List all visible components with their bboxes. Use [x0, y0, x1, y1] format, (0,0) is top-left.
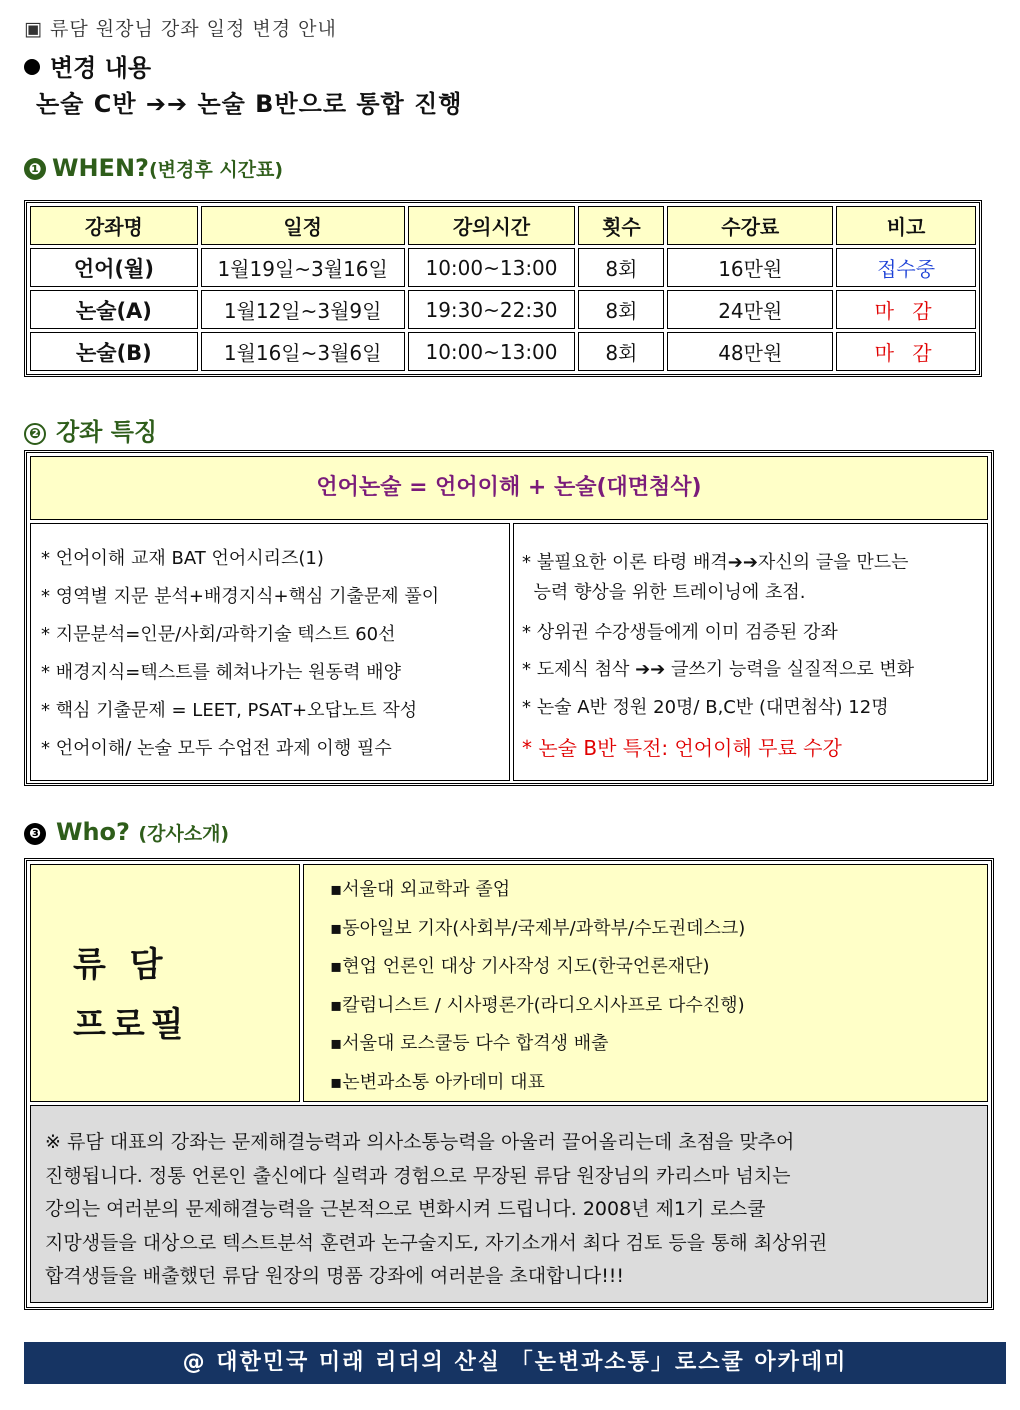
course-fee: 24만원: [667, 290, 833, 329]
course-count: 8회: [578, 290, 664, 329]
features-title: 강좌 특징: [56, 418, 158, 446]
instructor-note: [30, 1105, 988, 1303]
features-section-title: [24, 412, 157, 447]
change-heading: [24, 48, 151, 83]
note-line: 진행됩니다. 정통 언론인 출신에다 실력과 경험으로 무장된 류담 원장님의 카리스마 넘치는: [45, 1164, 791, 1187]
change-description: 논술 C반 ➔➔ 논술 B반으로 통합 진행: [36, 90, 463, 118]
header-fee: 수강료: [667, 206, 833, 245]
features-left-list: [30, 523, 510, 781]
list-item: * 핵심 기출문제 = LEET, PSAT+오답노트 작성: [41, 700, 418, 721]
list-item: 능력 향상을 위한 트레이닝에 초점.: [522, 582, 806, 603]
number-two-icon: ❷: [24, 423, 46, 445]
course-fee: 48만원: [667, 332, 833, 371]
list-item: * 논술 A반 정원 20명/ B,C반 (대면첨삭) 12명: [522, 697, 889, 718]
when-subtitle: (변경후 시간표): [148, 159, 284, 181]
list-item: * 언어이해 교재 BAT 언어시리즈(1): [41, 548, 324, 569]
course-name: 언어(월): [30, 248, 198, 287]
instructor-box: [24, 858, 994, 1310]
list-item: ▪동아일보 기자(사회부/국제부/과학부/수도권데스크): [330, 917, 746, 939]
list-item: ▪서울대 로스쿨등 다수 합격생 배출: [330, 1033, 609, 1054]
note-line: 합격생들을 배출했던 류담 원장의 명품 강좌에 여러분을 초대합니다!!!: [45, 1265, 625, 1287]
course-count: 8회: [578, 332, 664, 371]
instructor-profile-label: 프로필: [73, 1005, 190, 1045]
note-line: 지망생들을 대상으로 텍스트분석 훈련과 논구술지도, 자기소개서 최다 검토 등을 통해 최상위권: [45, 1231, 828, 1254]
list-item: * 도제식 첨삭 ➔➔ 글쓰기 능력을 실질적으로 변화: [522, 659, 915, 680]
table-row: [30, 332, 976, 371]
features-box: [24, 450, 994, 786]
course-fee: 16만원: [667, 248, 833, 287]
list-item: * 배경지식=텍스트를 헤쳐나가는 원동력 배양: [41, 662, 401, 683]
header-period: 일정: [201, 206, 405, 245]
features-formula: 언어논술 = 언어이해 + 논술(대면첨삭): [30, 456, 988, 520]
list-item: ▪칼럼니스트 / 시사평론가(라디오시사프로 다수진행): [330, 994, 745, 1016]
list-item: ▪현업 언론인 대상 기사작성 지도(한국언론재단): [330, 956, 710, 977]
course-name: 논술(B): [30, 332, 198, 371]
course-name: 논술(A): [30, 290, 198, 329]
header-course: 강좌명: [30, 206, 198, 245]
who-section-title: [24, 818, 229, 846]
who-subtitle: (강사소개): [138, 823, 230, 845]
bullet-dot-icon: [24, 59, 40, 75]
when-section-title: [24, 154, 283, 182]
course-period: 1월16일~3월6일: [201, 332, 405, 371]
table-row: [30, 248, 976, 287]
number-one-icon: ❶: [24, 158, 46, 180]
status-badge: 마 감: [836, 332, 976, 371]
list-item: * 영역별 지문 분석+배경지식+핵심 기출문제 풀이: [41, 586, 440, 607]
note-line: ※ 류담 대표의 강좌는 문제해결능력과 의사소통능력을 아울러 끌어올리는데 초점을 맞추어: [45, 1131, 795, 1153]
who-title: Who?: [56, 818, 130, 846]
status-badge: 접수중: [836, 248, 976, 287]
course-period: 1월12일~3월9일: [201, 290, 405, 329]
list-item: * 불필요한 이론 타령 배격➔➔자신의 글을 만드는: [522, 552, 909, 573]
change-heading-text: 변경 내용: [50, 54, 152, 82]
footer-banner: @ 대한민국 미래 리더의 산실 「논변과소통」로스쿨 아카데미: [24, 1342, 1006, 1384]
list-item: ▪서울대 외교학과 졸업: [330, 879, 511, 900]
table-header-row: [30, 206, 976, 245]
header-note: 비고: [836, 206, 976, 245]
features-right-list: [513, 523, 988, 781]
course-period: 1월19일~3월16일: [201, 248, 405, 287]
course-time: 10:00~13:00: [408, 332, 576, 371]
header-time: 강의시간: [408, 206, 576, 245]
list-item: ▪논변과소통 아카데미 대표: [330, 1071, 545, 1093]
list-item-highlight: * 논술 B반 특전: 언어이해 무료 수강: [522, 736, 842, 760]
course-time: 19:30~22:30: [408, 290, 576, 329]
schedule-table: [24, 200, 982, 377]
status-badge: 마 감: [836, 290, 976, 329]
list-item: * 지문분석=인문/사회/과학기술 텍스트 60선: [41, 624, 396, 645]
instructor-name: 류 담: [73, 945, 169, 985]
course-count: 8회: [578, 248, 664, 287]
header-count: 횟수: [578, 206, 664, 245]
number-three-icon: ❸: [24, 823, 46, 845]
course-time: 10:00~13:00: [408, 248, 576, 287]
instructor-profile-list: [303, 864, 988, 1102]
note-line: 강의는 여러분의 문제해결능력을 근본적으로 변화시켜 드립니다. 2008년 제1기 로스쿨: [45, 1198, 766, 1220]
list-item: * 언어이해/ 논술 모두 수업전 과제 이행 필수: [41, 738, 392, 759]
table-row: [30, 290, 976, 329]
top-note: ▣ 류담 원장님 강좌 일정 변경 안내: [24, 18, 337, 40]
list-item: * 상위권 수강생들에게 이미 검증된 강좌: [522, 622, 838, 643]
instructor-name-panel: [30, 864, 300, 1102]
when-title: WHEN?: [52, 154, 149, 182]
